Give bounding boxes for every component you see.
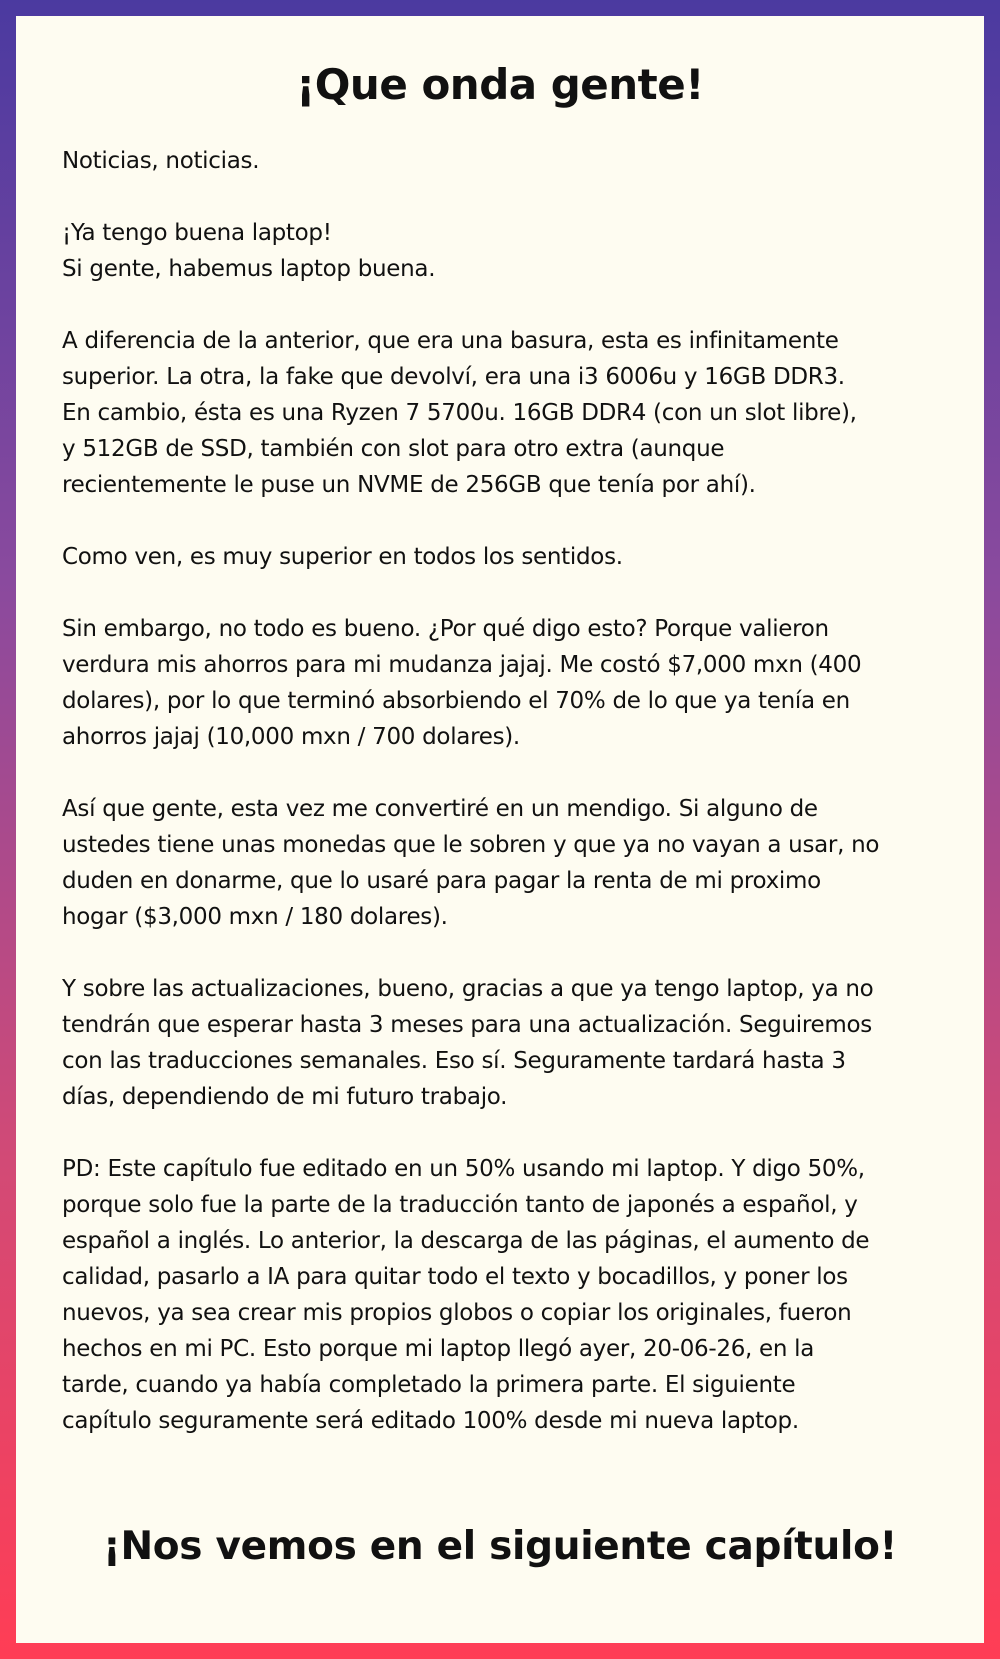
paragraph-line: tarde, cuando ya había completado la primera parte. El siguiente: [62, 1372, 796, 1398]
paragraph-line: porque solo fue la parte de la traducción tanto de japonés a español, y: [62, 1192, 858, 1218]
paragraph: [62, 539, 938, 575]
paragraph-line: superior. La otra, la fake que devolví, era una i3 6006u y 16GB DDR3.: [62, 364, 845, 390]
paragraph-line: tendrán que esperar hasta 3 meses para una actualización. Seguiremos: [62, 1012, 872, 1038]
paragraph-line: días, dependiendo de mi futuro trabajo.: [62, 1084, 508, 1110]
paragraph-line: ahorros jajaj (10,000 mxn / 700 dolares).: [62, 724, 520, 750]
paragraph-line: Como ven, es muy superior en todos los sentidos.: [62, 544, 623, 570]
paragraph-line: Si gente, habemus laptop buena.: [62, 256, 436, 282]
paragraph-line: español a inglés. Lo anterior, la descarga de las páginas, el aumento de: [62, 1228, 870, 1254]
paragraph-line: A diferencia de la anterior, que era una basura, esta es infinitamente: [62, 328, 839, 354]
paragraph-line: dolares), por lo que terminó absorbiendo el 70% de lo que ya tenía en: [62, 688, 850, 714]
paragraph-line: Sin embargo, no todo es bueno. ¿Por qué digo esto? Porque valieron: [62, 616, 829, 642]
paragraph: [62, 1151, 938, 1439]
closing-line: ¡Nos vemos en el siguiente capítulo!: [102, 1524, 898, 1569]
note-body: [62, 143, 938, 1439]
paragraph-line: nuevos, ya sea crear mis propios globos o copiar los originales, fueron: [62, 1300, 852, 1326]
paragraph: [62, 791, 938, 935]
paragraph-line: PD: Este capítulo fue editado en un 50% usando mi laptop. Y digo 50%,: [62, 1156, 865, 1182]
paragraph: [62, 971, 938, 1115]
paragraph-line: ustedes tiene unas monedas que le sobren y que ya no vayan a usar, no: [62, 832, 880, 858]
paragraph: [62, 323, 938, 503]
paragraph-line: hechos en mi PC. Esto porque mi laptop llegó ayer, 20-06-26, en la: [62, 1336, 815, 1362]
paragraph-line: duden en donarme, que lo usaré para pagar la renta de mi proximo: [62, 868, 821, 894]
paragraph-line: y 512GB de SSD, también con slot para otro extra (aunque: [62, 436, 725, 462]
paragraph-line: con las traducciones semanales. Eso sí. Seguramente tardará hasta 3: [62, 1048, 846, 1074]
paragraph-line: Así que gente, esta vez me convertiré en un mendigo. Si alguno de: [62, 796, 818, 822]
page-title: ¡Que onda gente!: [296, 60, 704, 109]
paragraph-line: hogar ($3,000 mxn / 180 dolares).: [62, 904, 448, 930]
paragraph-line: calidad, pasarlo a IA para quitar todo el texto y bocadillos, y poner los: [62, 1264, 848, 1290]
paragraph-line: recientemente le puse un NVME de 256GB que tenía por ahí).: [62, 472, 756, 498]
paragraph: [62, 611, 938, 755]
paragraph-line: Noticias, noticias.: [62, 148, 260, 174]
paragraph-line: En cambio, ésta es una Ryzen 7 5700u. 16GB DDR4 (con un slot libre),: [62, 400, 857, 426]
paragraph-line: Y sobre las actualizaciones, bueno, gracias a que ya tengo laptop, ya no: [62, 976, 874, 1002]
paragraph-line: ¡Ya tengo buena laptop!: [62, 220, 332, 246]
paragraph-line: verdura mis ahorros para mi mudanza jajaj. Me costó $7,000 mxn (400: [62, 652, 862, 678]
note-card: [16, 16, 984, 1643]
paragraph-line: capítulo seguramente será editado 100% desde mi nueva laptop.: [62, 1408, 799, 1434]
paragraph: [62, 143, 938, 179]
paragraph: [62, 215, 938, 287]
